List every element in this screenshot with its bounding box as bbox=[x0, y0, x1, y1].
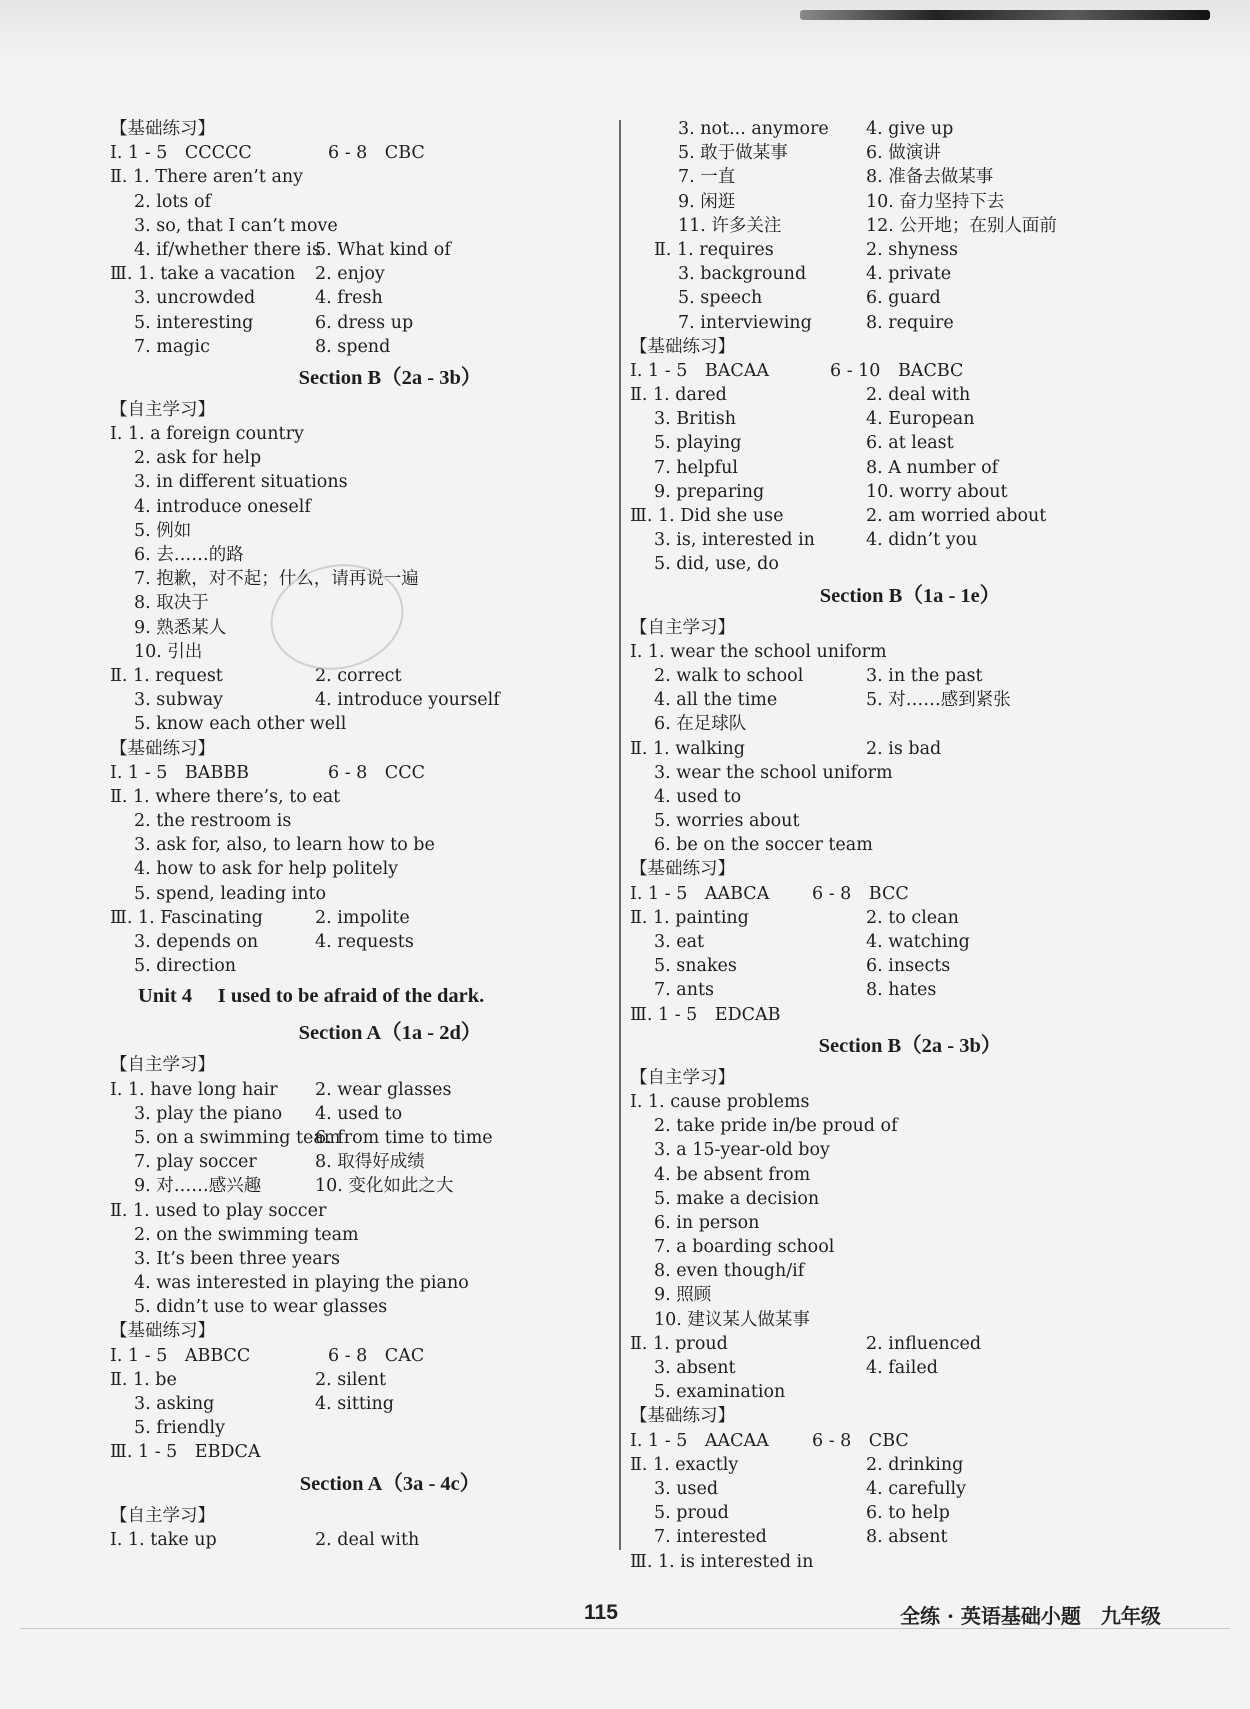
answer-item: 2. shyness bbox=[866, 239, 958, 260]
answer-item: Ⅱ. 1. proud bbox=[630, 1333, 728, 1354]
answer-item: 6 - 10 BACBC bbox=[830, 360, 964, 381]
answer-row bbox=[110, 1368, 670, 1392]
answer-row bbox=[110, 1078, 670, 1102]
answer-item: 3. not... anymore bbox=[678, 119, 829, 139]
answer-item: 3. subway bbox=[134, 690, 224, 711]
answer-item: 4. introduce yourself bbox=[315, 690, 500, 711]
page-number: 115 bbox=[584, 1601, 618, 1624]
answer-item: 6. 去……的路 bbox=[134, 545, 244, 565]
answer-row bbox=[630, 737, 1190, 761]
answer-row bbox=[110, 809, 670, 833]
answer-row bbox=[630, 165, 1190, 189]
answer-item: 6. at least bbox=[866, 433, 954, 454]
answer-row bbox=[630, 930, 1190, 954]
answer-item: 6. 做演讲 bbox=[866, 143, 941, 164]
subsection-heading: 【自主学习】 bbox=[630, 1067, 735, 1088]
answer-item: 2. wear glasses bbox=[315, 1079, 452, 1100]
answer-row bbox=[110, 785, 670, 809]
answer-item: 4. European bbox=[866, 409, 975, 430]
answer-row bbox=[110, 688, 670, 712]
answer-item: 4. carefully bbox=[866, 1478, 967, 1499]
answer-item: 7. ants bbox=[654, 980, 714, 1001]
answer-row bbox=[630, 1259, 1190, 1283]
answer-item: 4. private bbox=[866, 264, 952, 285]
answer-row bbox=[630, 1211, 1190, 1235]
section-heading: Section A（1a - 2d） bbox=[298, 1022, 482, 1045]
answer-item: Ⅲ. 1. Fascinating bbox=[110, 907, 263, 928]
subsection-heading: 【基础练习】 bbox=[110, 119, 215, 139]
answer-item: 3. play the piano bbox=[134, 1103, 283, 1124]
answer-row bbox=[630, 1332, 1190, 1356]
answer-item: Ⅰ. 1 - 5 BACAA bbox=[630, 360, 770, 381]
answer-row bbox=[630, 262, 1190, 286]
answer-item: 7. magic bbox=[134, 336, 210, 357]
answer-row bbox=[630, 1283, 1190, 1307]
answer-row bbox=[630, 1356, 1190, 1380]
answer-item: 7. helpful bbox=[654, 457, 739, 478]
answer-item: Ⅱ. 1. walking bbox=[630, 738, 745, 759]
answer-item: 5. speech bbox=[678, 288, 763, 309]
answer-item: 5. spend, leading into bbox=[134, 883, 327, 904]
answer-row bbox=[110, 422, 670, 446]
answer-item: 3. ask for, also, to learn how to be bbox=[134, 835, 435, 856]
answer-item: 2. is bad bbox=[866, 738, 942, 759]
answer-row bbox=[110, 165, 670, 189]
answer-item: 5. 对……感到紧张 bbox=[866, 690, 1011, 711]
section-heading: Section B（1a - 1e） bbox=[819, 584, 1001, 607]
answer-item: Ⅲ. 1. Did she use bbox=[630, 506, 784, 526]
answer-item: 3. British bbox=[654, 409, 736, 430]
answer-item: Ⅱ. 1. requires bbox=[654, 239, 774, 260]
answer-row bbox=[630, 688, 1190, 712]
answer-row bbox=[630, 761, 1190, 785]
answer-item: 3. in the past bbox=[866, 665, 983, 686]
answer-item: Ⅱ. 1. dared bbox=[630, 385, 727, 406]
answer-row bbox=[630, 712, 1190, 736]
answer-item: 5. interesting bbox=[134, 312, 254, 333]
answer-item: 6 - 8 CBC bbox=[812, 1430, 909, 1451]
answer-item: 6. guard bbox=[866, 288, 941, 309]
answer-item: 5. did, use, do bbox=[654, 554, 779, 575]
answer-row bbox=[110, 1247, 670, 1271]
answer-row bbox=[630, 785, 1190, 809]
unit-heading: Unit 4 I used to be afraid of the dark. bbox=[138, 985, 485, 1008]
answer-item: 8. hates bbox=[866, 980, 937, 1001]
answer-row bbox=[630, 1380, 1190, 1404]
answer-row bbox=[110, 1392, 670, 1416]
answer-row bbox=[630, 1187, 1190, 1211]
answer-item: 7. interviewing bbox=[678, 312, 812, 333]
answer-item: 2. to clean bbox=[866, 907, 959, 928]
answer-item: Ⅱ. 1. There aren’t any bbox=[110, 167, 304, 188]
answer-row bbox=[630, 1453, 1190, 1477]
answer-item: 4. sitting bbox=[315, 1394, 394, 1414]
answer-item: 5. 例如 bbox=[134, 520, 192, 541]
answer-row bbox=[630, 552, 1190, 576]
answer-item: 2. lots of bbox=[134, 191, 211, 212]
answer-row bbox=[630, 1501, 1190, 1525]
answer-item: 2. take pride in/be proud of bbox=[654, 1116, 898, 1137]
answer-row bbox=[110, 857, 670, 881]
answer-row bbox=[110, 1174, 670, 1198]
answer-row bbox=[110, 712, 670, 736]
answer-row bbox=[630, 1477, 1190, 1501]
answer-row bbox=[630, 141, 1190, 165]
answer-item: 10. worry about bbox=[866, 481, 1008, 502]
answer-item: 5. 敢于做某事 bbox=[678, 143, 788, 164]
subsection-heading: 【自主学习】 bbox=[110, 1055, 215, 1076]
answer-item: 10. 奋力坚持下去 bbox=[866, 191, 1005, 212]
answer-row bbox=[630, 1163, 1190, 1187]
answer-row bbox=[630, 359, 1190, 383]
column-divider bbox=[619, 120, 621, 1550]
answer-row bbox=[630, 954, 1190, 978]
answer-item: 2. drinking bbox=[866, 1454, 964, 1475]
answer-item: 8. require bbox=[866, 312, 954, 333]
answer-item: 6. insects bbox=[866, 956, 951, 977]
answer-row bbox=[630, 1090, 1190, 1114]
answer-row bbox=[630, 1114, 1190, 1138]
answer-row bbox=[630, 431, 1190, 455]
answer-item: 9. 对……感兴趣 bbox=[134, 1176, 262, 1197]
subsection-heading: 【自主学习】 bbox=[110, 1505, 215, 1526]
answer-row bbox=[110, 930, 670, 954]
answer-item: 9. preparing bbox=[654, 481, 765, 502]
answer-row bbox=[630, 1429, 1190, 1453]
answer-item: 9. 闲逛 bbox=[678, 191, 736, 212]
answer-row bbox=[630, 311, 1190, 335]
answer-row bbox=[110, 543, 670, 567]
answer-item: 3. so, that I can’t move bbox=[134, 215, 338, 236]
answer-row bbox=[110, 446, 670, 470]
answer-item: Ⅲ. 1. take a vacation bbox=[110, 264, 296, 285]
answer-item: 4. failed bbox=[866, 1358, 938, 1378]
top-binding-strip bbox=[800, 10, 1210, 20]
answer-item: 8. even though/if bbox=[654, 1261, 805, 1282]
subsection-heading: 【基础练习】 bbox=[630, 336, 735, 357]
answer-row bbox=[630, 1308, 1190, 1332]
answer-item: Ⅰ. 1. a foreign country bbox=[110, 424, 304, 445]
answer-item: 3. a 15-year-old boy bbox=[654, 1140, 830, 1161]
answer-row bbox=[110, 833, 670, 857]
answer-item: Ⅱ. 1. be bbox=[110, 1369, 177, 1390]
section-heading: Section B（2a - 3b） bbox=[298, 366, 482, 389]
answer-row bbox=[630, 383, 1190, 407]
answer-item: 5. didn’t use to wear glasses bbox=[134, 1297, 388, 1318]
answer-item: 4. be absent from bbox=[654, 1164, 811, 1185]
answer-item: 2. deal with bbox=[315, 1529, 420, 1550]
answer-item: 5. make a decision bbox=[654, 1188, 820, 1209]
answer-item: 4. give up bbox=[866, 119, 954, 139]
answer-item: 4. introduce oneself bbox=[134, 496, 311, 517]
answer-item: 4. didn’t you bbox=[866, 530, 978, 551]
answer-item: Ⅰ. 1. take up bbox=[110, 1529, 217, 1550]
answer-row bbox=[110, 495, 670, 519]
answer-row bbox=[110, 470, 670, 494]
answer-item: 5. know each other well bbox=[134, 714, 347, 735]
answer-row bbox=[630, 190, 1190, 214]
answer-item: 5. friendly bbox=[134, 1418, 226, 1439]
answer-item: 2. correct bbox=[315, 665, 402, 686]
answer-item: Ⅰ. 1. cause problems bbox=[630, 1091, 810, 1112]
answer-row bbox=[630, 214, 1190, 238]
answer-item: Ⅱ. 1. painting bbox=[630, 907, 749, 928]
answer-item: 4. watching bbox=[866, 932, 970, 952]
answer-item: 4. how to ask for help politely bbox=[134, 859, 399, 880]
answer-item: 2. enjoy bbox=[315, 264, 385, 285]
answer-item: 2. ask for help bbox=[134, 448, 262, 469]
answer-row bbox=[630, 1525, 1190, 1549]
answer-item: 3. background bbox=[678, 264, 807, 285]
answer-item: 3. used bbox=[654, 1478, 719, 1499]
answer-item: Ⅲ. 1. is interested in bbox=[630, 1551, 814, 1572]
left-column bbox=[110, 117, 670, 1552]
subsection-heading: 【基础练习】 bbox=[110, 738, 215, 759]
answer-item: Ⅲ. 1 - 5 EBDCA bbox=[110, 1442, 261, 1463]
answer-item: 6 - 8 CBC bbox=[328, 143, 425, 164]
answer-item: 2. on the swimming team bbox=[134, 1224, 359, 1245]
answer-row bbox=[110, 286, 670, 310]
answer-row bbox=[110, 906, 670, 930]
answer-item: 3. wear the school uniform bbox=[654, 762, 893, 783]
answer-row bbox=[630, 882, 1190, 906]
answer-row bbox=[630, 1550, 1190, 1574]
answer-item: 6. be on the soccer team bbox=[654, 835, 873, 856]
answer-item: 8. 取决于 bbox=[134, 593, 209, 614]
answer-item: 5. worries about bbox=[654, 811, 800, 832]
answer-item: 9. 熟悉某人 bbox=[134, 617, 227, 638]
answer-item: Ⅰ. 1. have long hair bbox=[110, 1079, 278, 1100]
subsection-heading: 【基础练习】 bbox=[110, 1321, 215, 1342]
answer-row bbox=[110, 954, 670, 978]
answer-item: 3. in different situations bbox=[134, 472, 348, 493]
answer-row bbox=[110, 1223, 670, 1247]
answer-item: 4. used to bbox=[654, 786, 742, 807]
answer-item: 2. deal with bbox=[866, 385, 971, 406]
answer-item: 3. depends on bbox=[134, 932, 259, 952]
answer-item: 3. eat bbox=[654, 932, 705, 952]
answer-item: Ⅱ. 1. where there’s, to eat bbox=[110, 786, 341, 807]
answer-item: 6 - 8 BCC bbox=[812, 883, 909, 904]
section-heading: Section B（2a - 3b） bbox=[818, 1034, 1002, 1057]
answer-item: 6. in person bbox=[654, 1212, 760, 1233]
answer-item: 10. 变化如此之大 bbox=[315, 1176, 454, 1197]
answer-item: 2. am worried about bbox=[866, 506, 1047, 526]
answer-item: Ⅰ. 1 - 5 ABBCC bbox=[110, 1345, 251, 1366]
answer-item: 5. What kind of bbox=[315, 239, 451, 260]
answer-item: 3. absent bbox=[654, 1358, 736, 1378]
book-title: 全练 · 英语基础小题 九年级 bbox=[900, 1604, 1161, 1628]
answer-row bbox=[110, 1416, 670, 1440]
answer-row bbox=[110, 335, 670, 359]
answer-item: 2. influenced bbox=[866, 1333, 982, 1354]
answer-row bbox=[630, 833, 1190, 857]
answer-item: Ⅱ. 1. exactly bbox=[630, 1454, 739, 1475]
answer-row bbox=[630, 407, 1190, 431]
answer-row bbox=[630, 664, 1190, 688]
answer-item: 2. silent bbox=[315, 1369, 387, 1390]
answer-item: 8. 准备去做某事 bbox=[866, 167, 994, 188]
answer-item: 4. fresh bbox=[315, 288, 383, 309]
answer-item: 3. uncrowded bbox=[134, 288, 256, 309]
answer-item: 4. used to bbox=[315, 1103, 403, 1124]
answer-item: 6. from time to time bbox=[315, 1127, 493, 1148]
answer-item: Ⅲ. 1 - 5 EDCAB bbox=[630, 1004, 781, 1025]
answer-row bbox=[630, 117, 1190, 141]
answer-item: 5. direction bbox=[134, 956, 237, 977]
answer-item: 8. 取得好成绩 bbox=[315, 1152, 425, 1173]
answer-item: 5. playing bbox=[654, 433, 742, 454]
answer-row bbox=[110, 141, 670, 165]
answer-row bbox=[110, 1199, 670, 1223]
answer-row bbox=[630, 1138, 1190, 1162]
answer-row bbox=[630, 1003, 1190, 1027]
answer-item: 2. impolite bbox=[315, 907, 410, 928]
section-heading: Section A（3a - 4c） bbox=[299, 1472, 481, 1495]
answer-item: 8. spend bbox=[315, 336, 391, 357]
answer-row bbox=[630, 286, 1190, 310]
answer-row bbox=[110, 1295, 670, 1319]
answer-item: Ⅰ. 1 - 5 BABBB bbox=[110, 762, 249, 783]
answer-row bbox=[630, 640, 1190, 664]
answer-item: Ⅰ. 1 - 5 AACAA bbox=[630, 1430, 769, 1451]
answer-row bbox=[630, 528, 1190, 552]
answer-item: 5. examination bbox=[654, 1382, 786, 1403]
answer-item: 7. 抱歉，对不起；什么，请再说一遍 bbox=[134, 569, 419, 590]
answer-row bbox=[110, 1440, 670, 1464]
answer-item: 8. A number of bbox=[866, 457, 999, 478]
answer-item: Ⅱ. 1. request bbox=[110, 665, 223, 686]
answer-row bbox=[110, 190, 670, 214]
answer-item: 3. asking bbox=[134, 1394, 215, 1414]
answer-row bbox=[630, 456, 1190, 480]
answer-item: Ⅰ. 1 - 5 AABCA bbox=[630, 883, 770, 904]
answer-item: 12. 公开地；在别人面前 bbox=[866, 215, 1057, 236]
subsection-heading: 【自主学习】 bbox=[110, 399, 215, 420]
subsection-heading: 【基础练习】 bbox=[630, 1406, 735, 1427]
answer-item: 3. It’s been three years bbox=[134, 1248, 341, 1269]
answer-item: 7. play soccer bbox=[134, 1152, 257, 1173]
answer-item: 5. snakes bbox=[654, 956, 737, 977]
subsection-heading: 【自主学习】 bbox=[630, 617, 735, 638]
answer-row bbox=[110, 1271, 670, 1295]
answer-item: 7. interested bbox=[654, 1527, 767, 1548]
answer-item: Ⅱ. 1. used to play soccer bbox=[110, 1200, 327, 1221]
answer-row bbox=[110, 1528, 670, 1552]
answer-row bbox=[110, 262, 670, 286]
answer-item: 4. if/whether there is bbox=[134, 239, 321, 260]
answer-item: 4. requests bbox=[315, 932, 414, 952]
answer-row bbox=[630, 480, 1190, 504]
answer-item: 6. to help bbox=[866, 1503, 950, 1524]
answer-row bbox=[110, 214, 670, 238]
answer-item: 8. absent bbox=[866, 1527, 948, 1548]
answer-row bbox=[110, 519, 670, 543]
answer-item: 2. the restroom is bbox=[134, 811, 292, 832]
answer-row bbox=[110, 882, 670, 906]
right-column bbox=[630, 117, 1190, 1574]
answer-item: 6 - 8 CCC bbox=[328, 762, 425, 783]
answer-item: 5. proud bbox=[654, 1503, 729, 1524]
answer-item: 2. walk to school bbox=[654, 665, 804, 686]
answer-item: 6. dress up bbox=[315, 312, 414, 333]
answer-item: 3. is, interested in bbox=[654, 530, 815, 551]
answer-item: 10. 建议某人做某事 bbox=[654, 1309, 810, 1330]
answer-item: 4. all the time bbox=[654, 690, 778, 711]
answer-row bbox=[110, 1150, 670, 1174]
subsection-heading: 【基础练习】 bbox=[630, 859, 735, 880]
answer-item: 6 - 8 CAC bbox=[328, 1345, 425, 1366]
answer-row bbox=[110, 664, 670, 688]
answer-item: 6. 在足球队 bbox=[654, 714, 747, 735]
answer-item: 4. was interested in playing the piano bbox=[134, 1273, 469, 1294]
answer-row bbox=[630, 809, 1190, 833]
answer-item: Ⅰ. 1 - 5 CCCCC bbox=[110, 143, 252, 164]
answer-item: 11. 许多关注 bbox=[678, 215, 782, 236]
answer-row bbox=[630, 1235, 1190, 1259]
answer-item: 9. 照顾 bbox=[654, 1285, 712, 1306]
answer-row bbox=[110, 1102, 670, 1126]
answer-row bbox=[110, 761, 670, 785]
answer-row bbox=[630, 238, 1190, 262]
answer-row bbox=[630, 978, 1190, 1002]
answer-row bbox=[110, 311, 670, 335]
answer-item: 5. on a swimming team bbox=[134, 1127, 341, 1148]
answer-row bbox=[630, 504, 1190, 528]
answer-row bbox=[110, 1344, 670, 1368]
answer-item: 7. 一直 bbox=[678, 167, 736, 188]
answer-row bbox=[110, 238, 670, 262]
answer-item: 7. a boarding school bbox=[654, 1237, 835, 1258]
answer-item: 10. 引出 bbox=[134, 641, 203, 662]
answer-item: Ⅰ. 1. wear the school uniform bbox=[630, 641, 887, 662]
answer-row bbox=[630, 906, 1190, 930]
answer-row bbox=[110, 1126, 670, 1150]
